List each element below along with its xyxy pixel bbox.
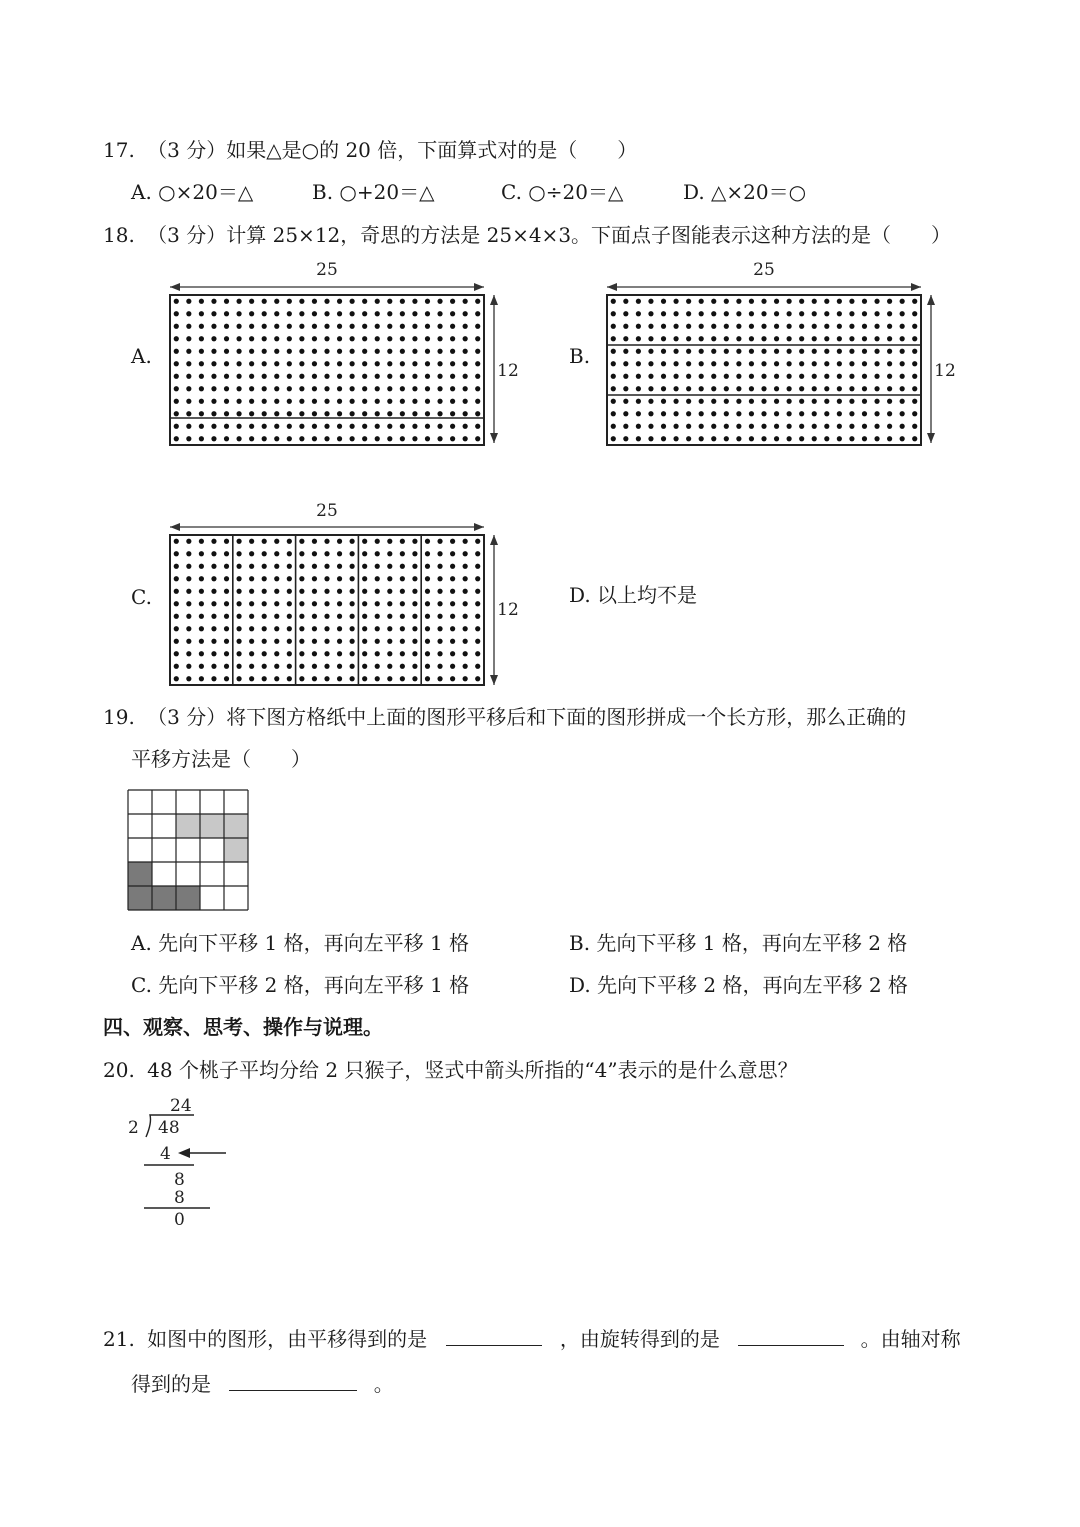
- q21-text-part2: ，由旋转得到的是: [559, 1327, 720, 1351]
- width-label: 25: [316, 260, 338, 280]
- q17-stem: [103, 136, 637, 164]
- dots: [174, 299, 481, 442]
- dots: [611, 299, 918, 442]
- q21-text-part4: 得到的是: [131, 1372, 211, 1396]
- quotient: 24: [170, 1096, 192, 1116]
- q17-option-a[interactable]: A. ○×20＝△: [131, 180, 254, 204]
- q19-option-a[interactable]: A. 先向下平移 1 格，再向左平移 1 格: [131, 931, 470, 955]
- height-label: 12: [497, 600, 519, 620]
- q18-option-c-label[interactable]: C.: [131, 585, 152, 609]
- arrow-icon: [178, 1148, 226, 1158]
- q19-stem-line2: 平移方法是（ ）: [131, 747, 311, 771]
- q17-stem-text: （3 分）如果△是○的 20 倍，下面算式对的是（ ）: [147, 138, 638, 162]
- width-label: 25: [316, 501, 338, 521]
- q17-option-b[interactable]: B. ○+20＝△: [312, 180, 435, 204]
- q18-stem: [103, 221, 951, 249]
- q19-option-c[interactable]: C. 先向下平移 2 格，再向左平移 1 格: [131, 973, 470, 997]
- q18-option-b-label[interactable]: B.: [569, 344, 591, 368]
- step3: 8: [174, 1188, 185, 1208]
- height-dimension: [927, 295, 956, 443]
- translation-answer-blank[interactable]: [446, 1327, 542, 1346]
- q19-stem-line1: [103, 703, 906, 731]
- q21-line2: [131, 1370, 394, 1398]
- q20-stem: [103, 1056, 798, 1084]
- step2: 8: [174, 1170, 185, 1190]
- symmetry-answer-blank[interactable]: [229, 1372, 357, 1391]
- q20-number: 20.: [103, 1058, 135, 1082]
- width-label: 25: [753, 260, 775, 280]
- height-label: 12: [497, 361, 519, 381]
- q21-text-part3: 。由轴对称: [860, 1327, 961, 1351]
- dot-grid-b[interactable]: [597, 255, 957, 455]
- dots: [174, 539, 481, 682]
- q21-text-part5: 。: [373, 1372, 394, 1396]
- width-dimension: [170, 501, 484, 531]
- dot-grid-a[interactable]: [160, 255, 520, 455]
- square-grid-figure: [128, 790, 250, 912]
- q17-number: 17.: [103, 138, 135, 162]
- divisor: 2: [128, 1118, 139, 1138]
- q19-option-b[interactable]: B. 先向下平移 1 格，再向左平移 2 格: [569, 931, 908, 955]
- q19-option-d[interactable]: D. 先向下平移 2 格，再向左平移 2 格: [569, 973, 908, 997]
- dividend: 48: [158, 1118, 180, 1138]
- q19-number: 19.: [103, 705, 135, 729]
- height-dimension: [490, 535, 519, 685]
- section4-title: 四、观察、思考、操作与说理。: [103, 1015, 383, 1039]
- width-dimension: [170, 260, 484, 291]
- q20-stem-text: 48 个桃子平均分给 2 只猴子，竖式中箭头所指的“4”表示的是什么意思？: [147, 1058, 798, 1082]
- q17-option-c[interactable]: C. ○÷20＝△: [501, 180, 624, 204]
- height-dimension: [490, 295, 519, 443]
- q21-number: 21.: [103, 1327, 135, 1351]
- dot-grid-c[interactable]: [160, 497, 520, 697]
- q18-option-a-label[interactable]: A.: [131, 344, 152, 368]
- long-division-figure: [124, 1093, 234, 1228]
- q21-text-part1: 如图中的图形，由平移得到的是: [147, 1327, 428, 1351]
- q18-option-d[interactable]: D. 以上均不是: [569, 583, 698, 607]
- q18-number: 18.: [103, 223, 135, 247]
- q17-option-d[interactable]: D. △×20＝○: [683, 180, 807, 204]
- q19-stem-text: （3 分）将下图方格纸中上面的图形平移后和下面的图形拼成一个长方形，那么正确的: [147, 705, 907, 729]
- step1: 4: [160, 1144, 171, 1164]
- height-label: 12: [934, 361, 956, 381]
- rotation-answer-blank[interactable]: [738, 1327, 844, 1346]
- width-dimension: [607, 260, 921, 291]
- q21-line1: [103, 1325, 961, 1353]
- remainder: 0: [174, 1210, 185, 1230]
- q18-stem-text: （3 分）计算 25×12，奇思的方法是 25×4×3。下面点子图能表示这种方法的是（ ）: [147, 223, 952, 247]
